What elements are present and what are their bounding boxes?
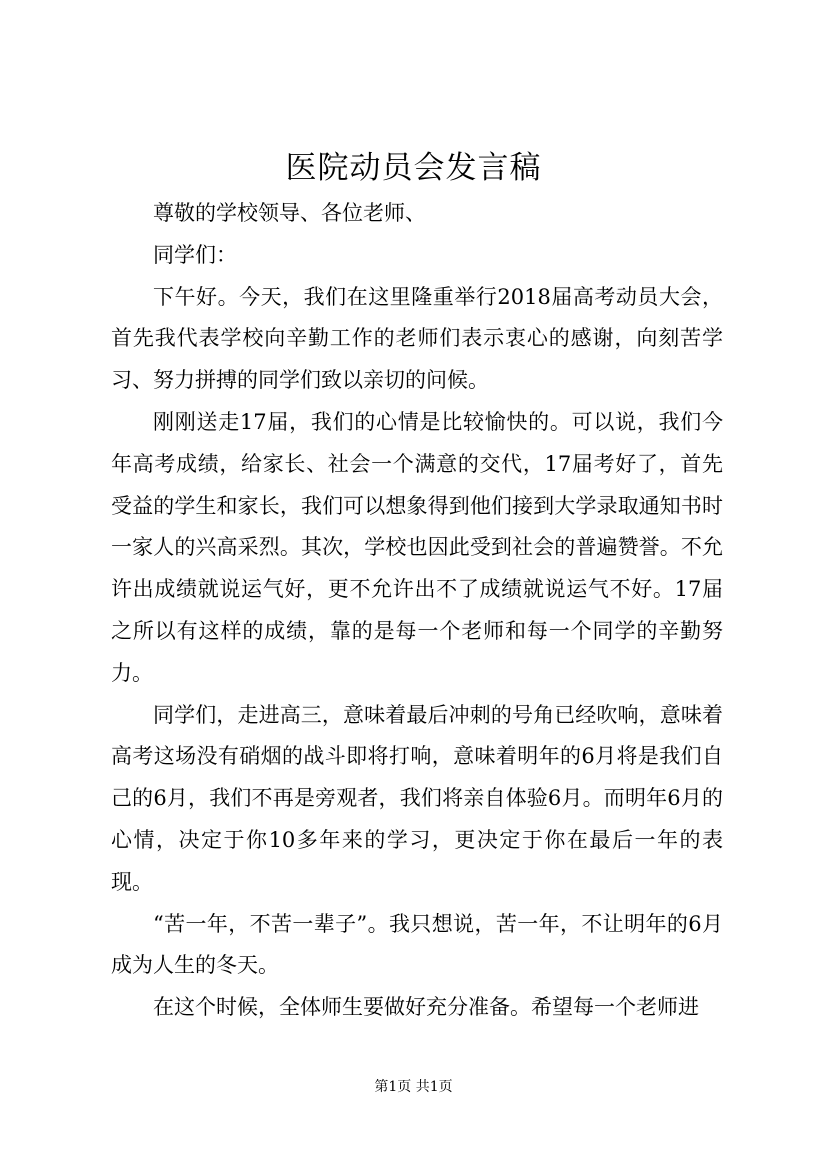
paragraph-motto: “苦一年，不苦一辈子”。我只想说，苦一年，不让明年的6月成为人生的冬天。 <box>111 911 723 978</box>
paragraph-last-year: 刚刚送走17届，我们的心情是比较愉快的。可以说，我们今年高考成绩，给家长、社会一个满意的交代，17届考好了，首先受益的学生和家长，我们可以想象得到他们接到大学录取通知书时一家人的兴高采烈。其次，学校也因此受到社会的普遍赞誉。不允许出成绩就说运气好，更不允许出不了成绩就说运气不好。17届之所以有这样的成绩，靠的是每一个老师和每一个同学的辛勤努力。 <box>111 409 723 685</box>
salutation-line-1: 尊敬的学校领导、各位老师、 <box>153 201 426 225</box>
salutation-line-2: 同学们： <box>153 242 237 267</box>
paragraph-greeting: 下午好。今天，我们在这里隆重举行2018届高考动员大会，首先我代表学校向辛勤工作的老师们表示衷心的感谢，向刻苦学习、努力拼搏的同学们致以亲切的问候。 <box>111 284 723 393</box>
paragraph-preparation: 在这个时候，全体师生要做好充分准备。希望每一个老师进 <box>153 995 699 1020</box>
paragraph-senior-year: 同学们，走进高三，意味着最后冲刺的号角已经吹响，意味着高考这场没有硝烟的战斗即将打响，意味着明年的6月将是我们自己的6月，我们不再是旁观者，我们将亲自体验6月。而明年6月的心情，决定于你10多年来的学习，更决定于你在最后一年的表现。 <box>111 702 723 894</box>
page-number-footer: 第1页 共1页 <box>374 1079 453 1095</box>
document-body <box>111 193 723 1029</box>
document-title: 医院动员会发言稿 <box>285 150 542 186</box>
